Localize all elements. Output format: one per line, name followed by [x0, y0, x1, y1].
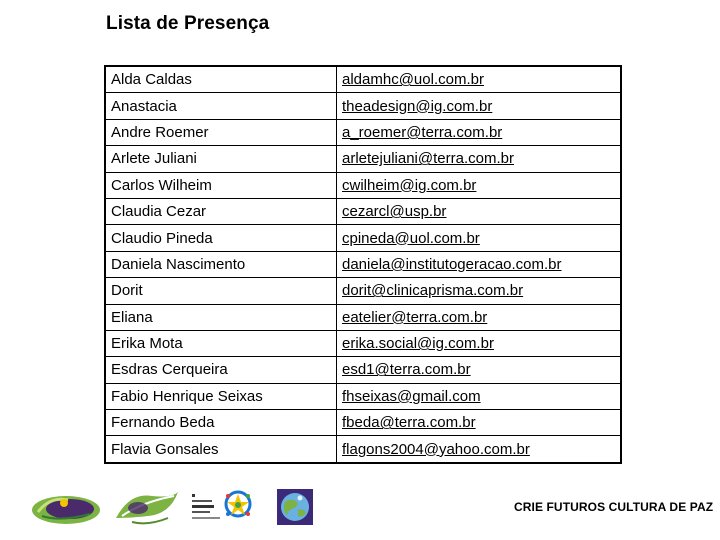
table-row — [105, 198, 621, 224]
table-row — [105, 251, 621, 277]
attendee-email-link[interactable]: flagons2004@yahoo.com.br — [337, 436, 622, 463]
attendee-email-link[interactable]: erika.social@ig.com.br — [337, 330, 622, 356]
attendee-email-link[interactable]: cwilheim@ig.com.br — [337, 172, 622, 198]
attendee-name: Fabio Henrique Seixas — [105, 383, 337, 409]
table-row — [105, 383, 621, 409]
attendee-email-link[interactable]: aldamhc@uol.com.br — [337, 66, 622, 93]
attendee-email-link[interactable]: daniela@institutogeracao.com.br — [337, 251, 622, 277]
attendee-email-link[interactable]: a_roemer@terra.com.br — [337, 119, 622, 145]
table-row — [105, 330, 621, 356]
attendee-email-link[interactable]: theadesign@ig.com.br — [337, 93, 622, 119]
attendee-name: Andre Roemer — [105, 119, 337, 145]
table-row — [105, 304, 621, 330]
attendee-name: Erika Mota — [105, 330, 337, 356]
globe-logo — [276, 488, 314, 526]
attendee-name: Carlos Wilheim — [105, 172, 337, 198]
attendee-name: Eliana — [105, 304, 337, 330]
attendee-email-link[interactable]: esd1@terra.com.br — [337, 357, 622, 383]
crie-futuros-logo — [30, 492, 102, 528]
crie-futuros-leaf-logo — [112, 488, 182, 528]
attendee-name: Fernando Beda — [105, 410, 337, 436]
attendee-name: Flavia Gonsales — [105, 436, 337, 463]
attendee-name: Anastacia — [105, 93, 337, 119]
page-title: Lista de Presença — [106, 13, 270, 34]
table-row — [105, 410, 621, 436]
attendee-name: Claudio Pineda — [105, 225, 337, 251]
table-row — [105, 357, 621, 383]
table-row — [105, 278, 621, 304]
attendee-email-link[interactable]: fbeda@terra.com.br — [337, 410, 622, 436]
attendee-email-link[interactable]: cpineda@uol.com.br — [337, 225, 622, 251]
attendee-email-link[interactable]: fhseixas@gmail.com — [337, 383, 622, 409]
attendee-email-link[interactable]: arletejuliani@terra.com.br — [337, 146, 622, 172]
attendee-name: Esdras Cerqueira — [105, 357, 337, 383]
cultura-de-paz-logo — [190, 488, 260, 528]
table-row — [105, 172, 621, 198]
attendee-email-link[interactable]: dorit@clinicaprisma.com.br — [337, 278, 622, 304]
table-row — [105, 119, 621, 145]
attendee-email-link[interactable]: cezarcl@usp.br — [337, 198, 622, 224]
partner-logos — [30, 484, 330, 534]
footer-label: CRIE FUTUROS CULTURA DE PAZ — [514, 500, 714, 514]
attendee-name: Arlete Juliani — [105, 146, 337, 172]
table-row — [105, 66, 621, 93]
attendee-name: Claudia Cezar — [105, 198, 337, 224]
table-row — [105, 146, 621, 172]
attendee-name: Daniela Nascimento — [105, 251, 337, 277]
attendance-table — [104, 65, 622, 464]
attendee-name: Alda Caldas — [105, 66, 337, 93]
attendee-name: Dorit — [105, 278, 337, 304]
table-row — [105, 436, 621, 463]
table-row — [105, 225, 621, 251]
table-row — [105, 93, 621, 119]
attendee-email-link[interactable]: eatelier@terra.com.br — [337, 304, 622, 330]
